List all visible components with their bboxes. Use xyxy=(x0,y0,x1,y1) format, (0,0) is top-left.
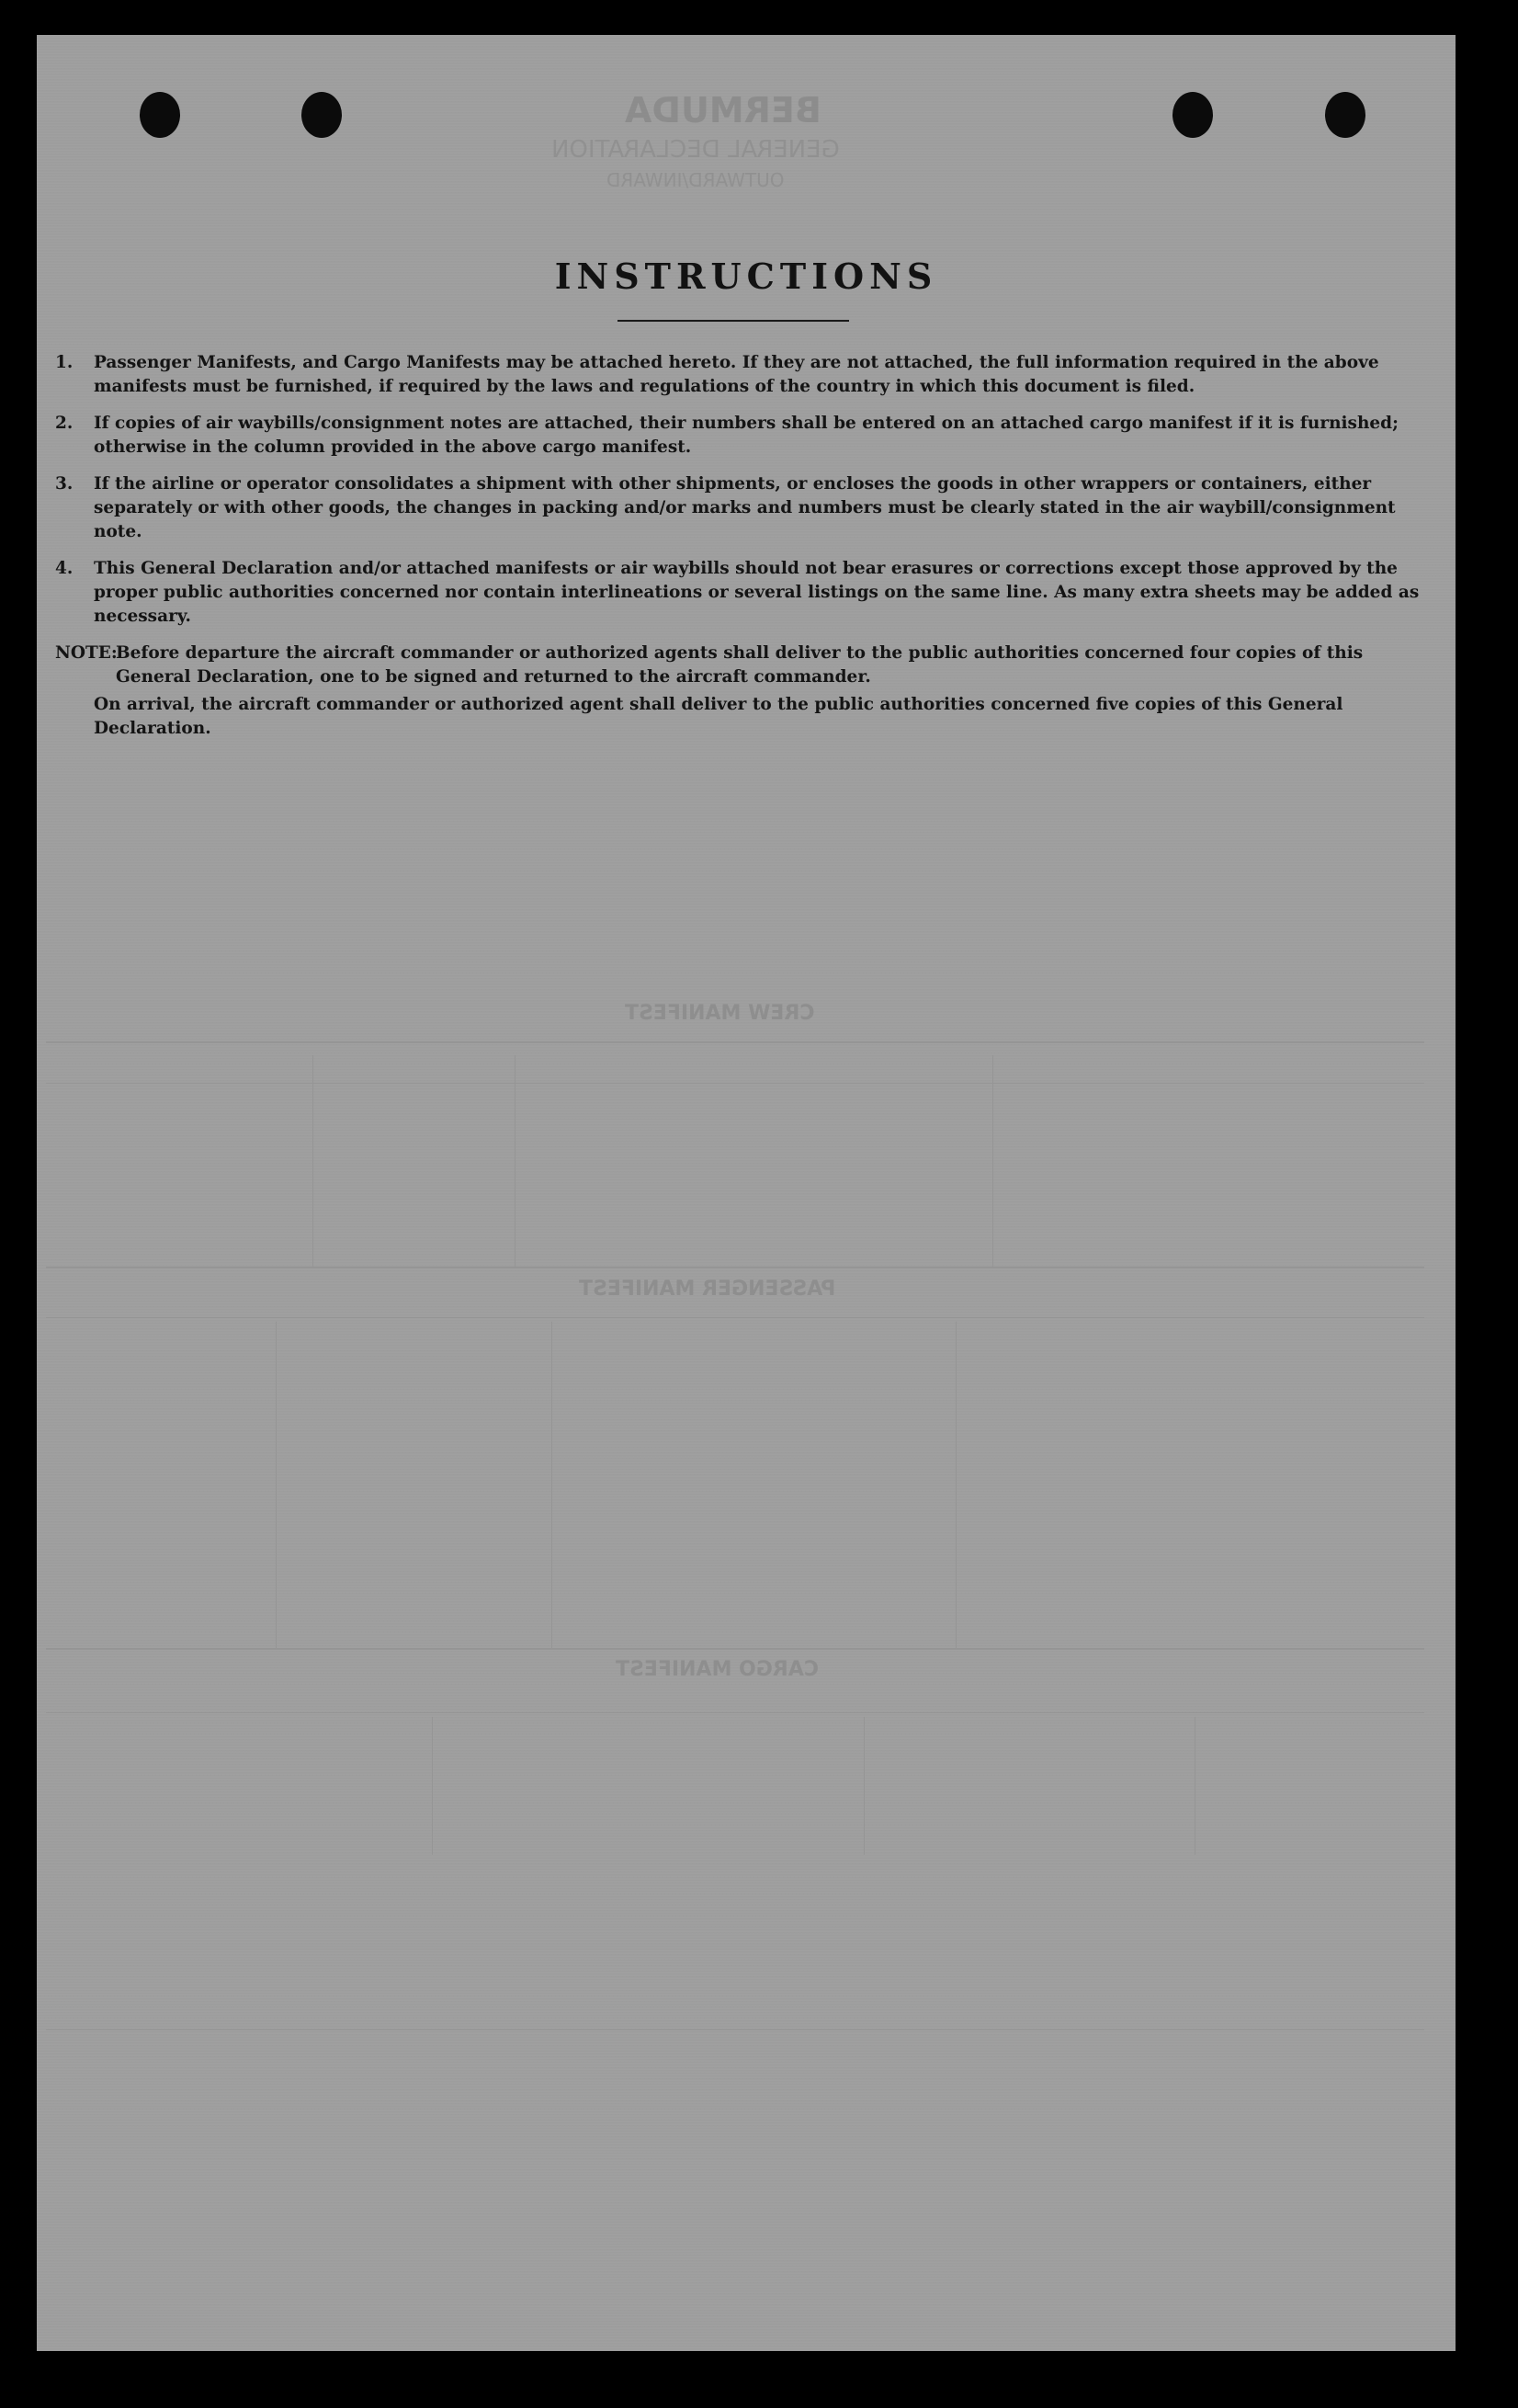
bleed-through-header: BERMUDA xyxy=(625,90,821,131)
bleed-through-rule xyxy=(46,1041,1424,1043)
punch-hole xyxy=(140,92,180,138)
punch-hole xyxy=(301,92,342,138)
bleed-through-rule xyxy=(46,2029,1424,2030)
arrival-paragraph xyxy=(94,693,1435,741)
bleed-through-cargo-heading: CARGO MANIFEST xyxy=(616,1658,819,1681)
item-number: 2. xyxy=(55,414,74,433)
bleed-through-rule xyxy=(46,1083,1424,1084)
bleed-through-rule xyxy=(992,1055,993,1266)
bleed-through-rule xyxy=(46,1648,1424,1650)
note-label: NOTE: xyxy=(55,643,118,663)
page-title: INSTRUCTIONS xyxy=(554,256,938,297)
instruction-item xyxy=(55,412,1433,460)
punch-hole xyxy=(1325,92,1365,138)
bleed-through-crew-heading: CREW MANIFEST xyxy=(625,1002,815,1025)
note-text: Before departure the aircraft commander or authorized agents shall deliver to the public authorities concerned four copies of this General Declaration, one to be signed and returned to the aircraft commander. xyxy=(116,643,1364,687)
item-text: This General Declaration and/or attached manifests or air waybills should not bear erasures or corrections except those approved by the proper public authorities concerned nor contain interlineations or several listings on the same line. As many extra sheets may be added as necessary. xyxy=(94,559,1420,626)
instruction-item xyxy=(55,472,1433,544)
bleed-through-subheader: OUTWARD/INWARD xyxy=(606,169,785,191)
document-page xyxy=(37,35,1456,2351)
bleed-through-rule xyxy=(312,1055,313,1266)
punch-hole xyxy=(1172,92,1213,138)
bleed-through-rule xyxy=(551,1322,552,1648)
item-number: 3. xyxy=(55,474,74,494)
title-underline xyxy=(617,320,849,322)
bleed-through-rule xyxy=(46,1317,1424,1318)
instruction-item xyxy=(55,351,1433,399)
item-text: Passenger Manifests, and Cargo Manifests may be attached hereto. If they are not attached, the full information required in the above manifests must be furnished, if required by the laws and regulations of the country in which this document is filed. xyxy=(94,353,1379,396)
bleed-through-rule xyxy=(956,1322,957,1648)
instruction-item xyxy=(55,557,1433,629)
bleed-through-passenger-heading: PASSENGER MANIFEST xyxy=(579,1278,836,1301)
bleed-through-rule xyxy=(46,1266,1424,1268)
item-text: If the airline or operator consolidates a shipment with other shipments, or encloses the goods in other wrappers or containers, either separately or with other goods, the changes in packing and/or marks and numbers must be clearly stated in the air waybill/consignment note. xyxy=(94,474,1396,541)
bleed-through-subheader: GENERAL DECLARATION xyxy=(551,136,840,164)
item-text: If copies of air waybills/consignment notes are attached, their numbers shall be entered on an attached cargo manifest if it is furnished; otherwise in the column provided in the above cargo manifest. xyxy=(94,414,1399,457)
arrival-text: On arrival, the aircraft commander or authorized agent shall deliver to the public authorities concerned five copies of this General Declaration. xyxy=(94,695,1343,738)
item-number: 4. xyxy=(55,559,74,578)
bleed-through-rule xyxy=(46,1712,1424,1713)
bleed-through-rule xyxy=(276,1322,277,1648)
note-paragraph xyxy=(55,642,1433,689)
bleed-through-rule xyxy=(864,1717,865,1855)
bleed-through-rule xyxy=(432,1717,433,1855)
item-number: 1. xyxy=(55,353,74,372)
